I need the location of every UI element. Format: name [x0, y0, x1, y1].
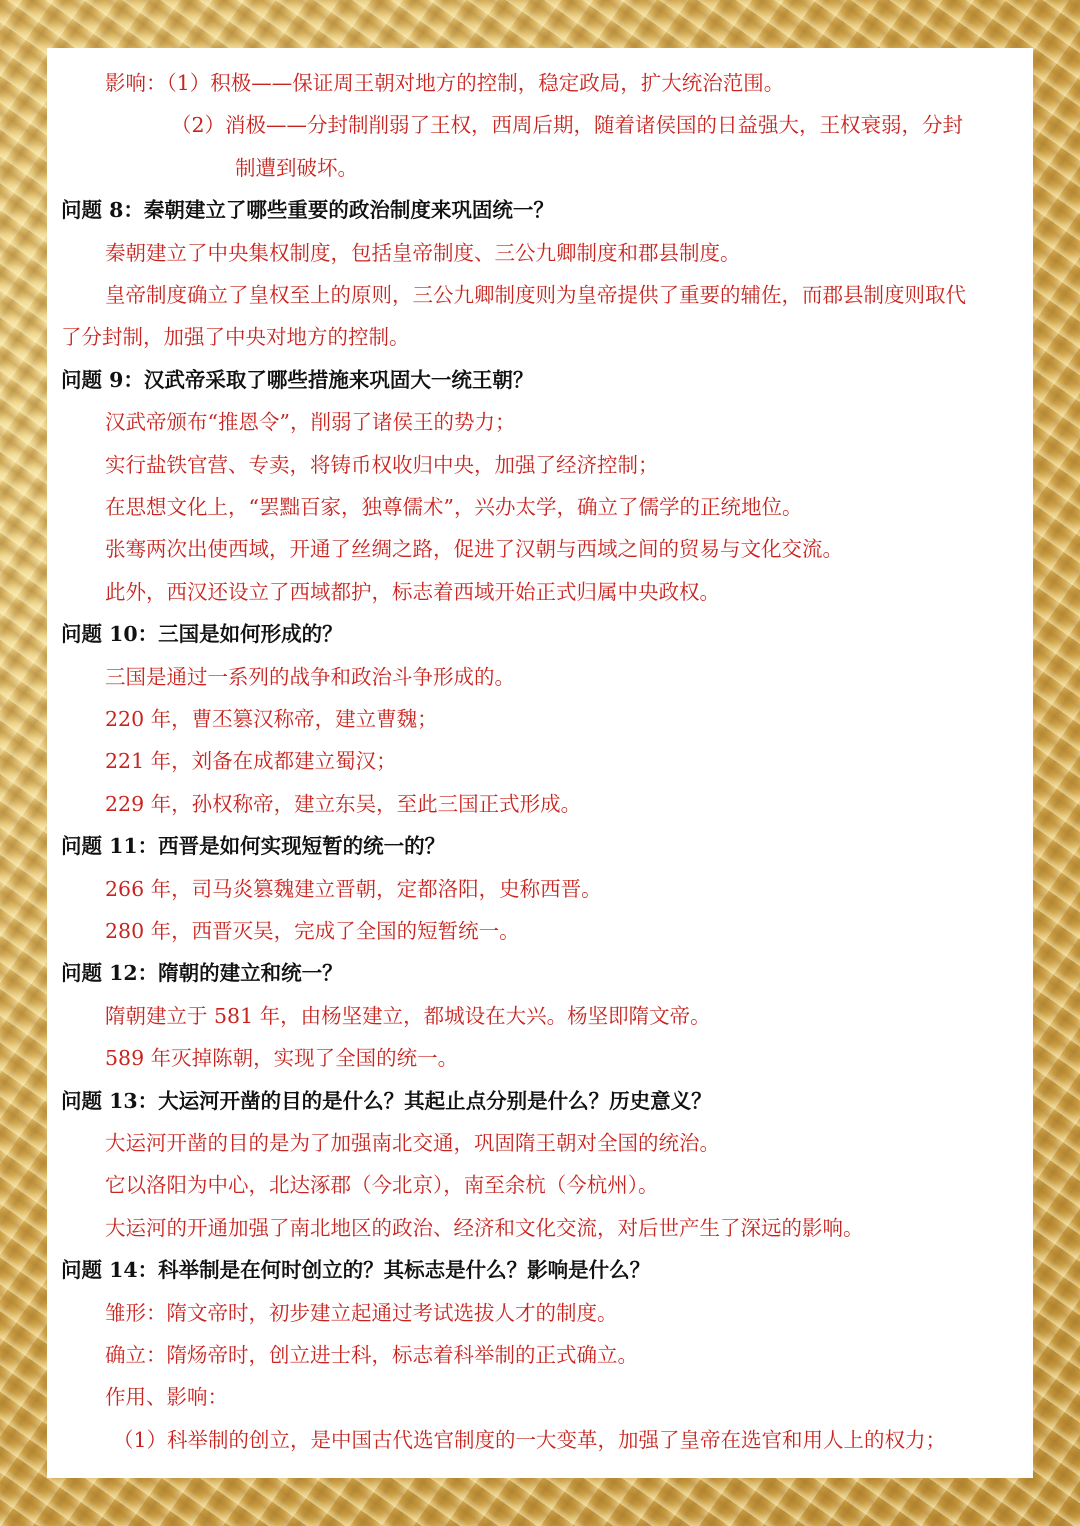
answer-line: 皇帝制度确立了皇权至上的原则，三公九卿制度则为皇帝提供了重要的辅佐，而郡县制度则取代 [105, 283, 966, 307]
question-heading: 问题 8：秦朝建立了哪些重要的政治制度来巩固统一？ [61, 198, 554, 223]
question-heading: 问题 13：大运河开凿的目的是什么？其起止点分别是什么？历史意义？ [61, 1088, 712, 1113]
answer-line: 雏形：隋文帝时，初步建立起通过考试选拔人才的制度。 [105, 1300, 618, 1325]
answer-line: 此外，西汉还设立了西域都护，标志着西域开始正式归属中央政权。 [105, 579, 720, 604]
answer-line: 在思想文化上，“罢黜百家，独尊儒术”，兴办太学，确立了儒学的正统地位。 [105, 495, 803, 519]
answer-line: 大运河的开通加强了南北地区的政治、经济和文化交流，对后世产生了深远的影响。 [105, 1215, 864, 1240]
answer-line: （2）消极——分封制削弱了王权，西周后期，随着诸侯国的日益强大，王权衰弱，分封 [171, 113, 964, 138]
answer-line: （1）科举制的创立，是中国古代选官制度的一大变革，加强了皇帝在选官和用人上的权力； [113, 1427, 947, 1452]
answer-line: 589 年灭掉陈朝，实现了全国的统一。 [105, 1046, 459, 1071]
answer-line: 制遭到破坏。 [235, 155, 358, 180]
answer-line: 266 年，司马炎篡魏建立晋朝，定都洛阳，史称西晋。 [105, 876, 602, 901]
answer-line: 影响：（1）积极——保证周王朝对地方的控制，稳定政局，扩大统治范围。 [105, 71, 785, 95]
answer-line: 作用、影响： [105, 1385, 228, 1410]
answer-line: 它以洛阳为中心，北达涿郡（今北京），南至余杭（今杭州）。 [105, 1173, 659, 1198]
answer-line: 三国是通过一系列的战争和政治斗争形成的。 [105, 664, 515, 689]
answer-line: 229 年，孙权称帝，建立东吴，至此三国正式形成。 [105, 791, 582, 816]
answer-line: 张骞两次出使西域，开通了丝绸之路，促进了汉朝与西域之间的贸易与文化交流。 [105, 537, 843, 562]
answer-line: 实行盐铁官营、专卖，将铸币权收归中央，加强了经济控制； [105, 452, 659, 477]
answer-line: 汉武帝颁布“推恩令”，削弱了诸侯王的势力； [105, 410, 516, 435]
answer-line: 确立：隋炀帝时，创立进士科，标志着科举制的正式确立。 [105, 1343, 638, 1367]
answer-line: 了分封制，加强了中央对地方的控制。 [61, 325, 410, 350]
answer-line: 隋朝建立于 581 年，由杨坚建立，都城设在大兴。杨坚即隋文帝。 [105, 1003, 711, 1028]
answer-line: 280 年，西晋灭吴，完成了全国的短暂统一。 [105, 919, 520, 943]
question-heading: 问题 11：西晋是如何实现短暂的统一的？ [61, 834, 446, 859]
question-heading: 问题 10：三国是如何形成的？ [61, 622, 343, 647]
answer-line: 220 年，曹丕篡汉称帝，建立曹魏； [105, 707, 438, 731]
answer-line: 221 年，刘备在成都建立蜀汉； [105, 749, 397, 774]
document-page [47, 48, 1033, 1478]
answer-line: 大运河开凿的目的是为了加强南北交通，巩固隋王朝对全国的统治。 [105, 1131, 720, 1155]
question-heading: 问题 14：科举制是在何时创立的？其标志是什么？影响是什么？ [61, 1258, 651, 1283]
answer-line: 秦朝建立了中央集权制度，包括皇帝制度、三公九卿制度和郡县制度。 [105, 240, 741, 265]
question-heading: 问题 12：隋朝的建立和统一？ [61, 961, 343, 986]
question-heading: 问题 9：汉武帝采取了哪些措施来巩固大一统王朝？ [61, 367, 534, 392]
